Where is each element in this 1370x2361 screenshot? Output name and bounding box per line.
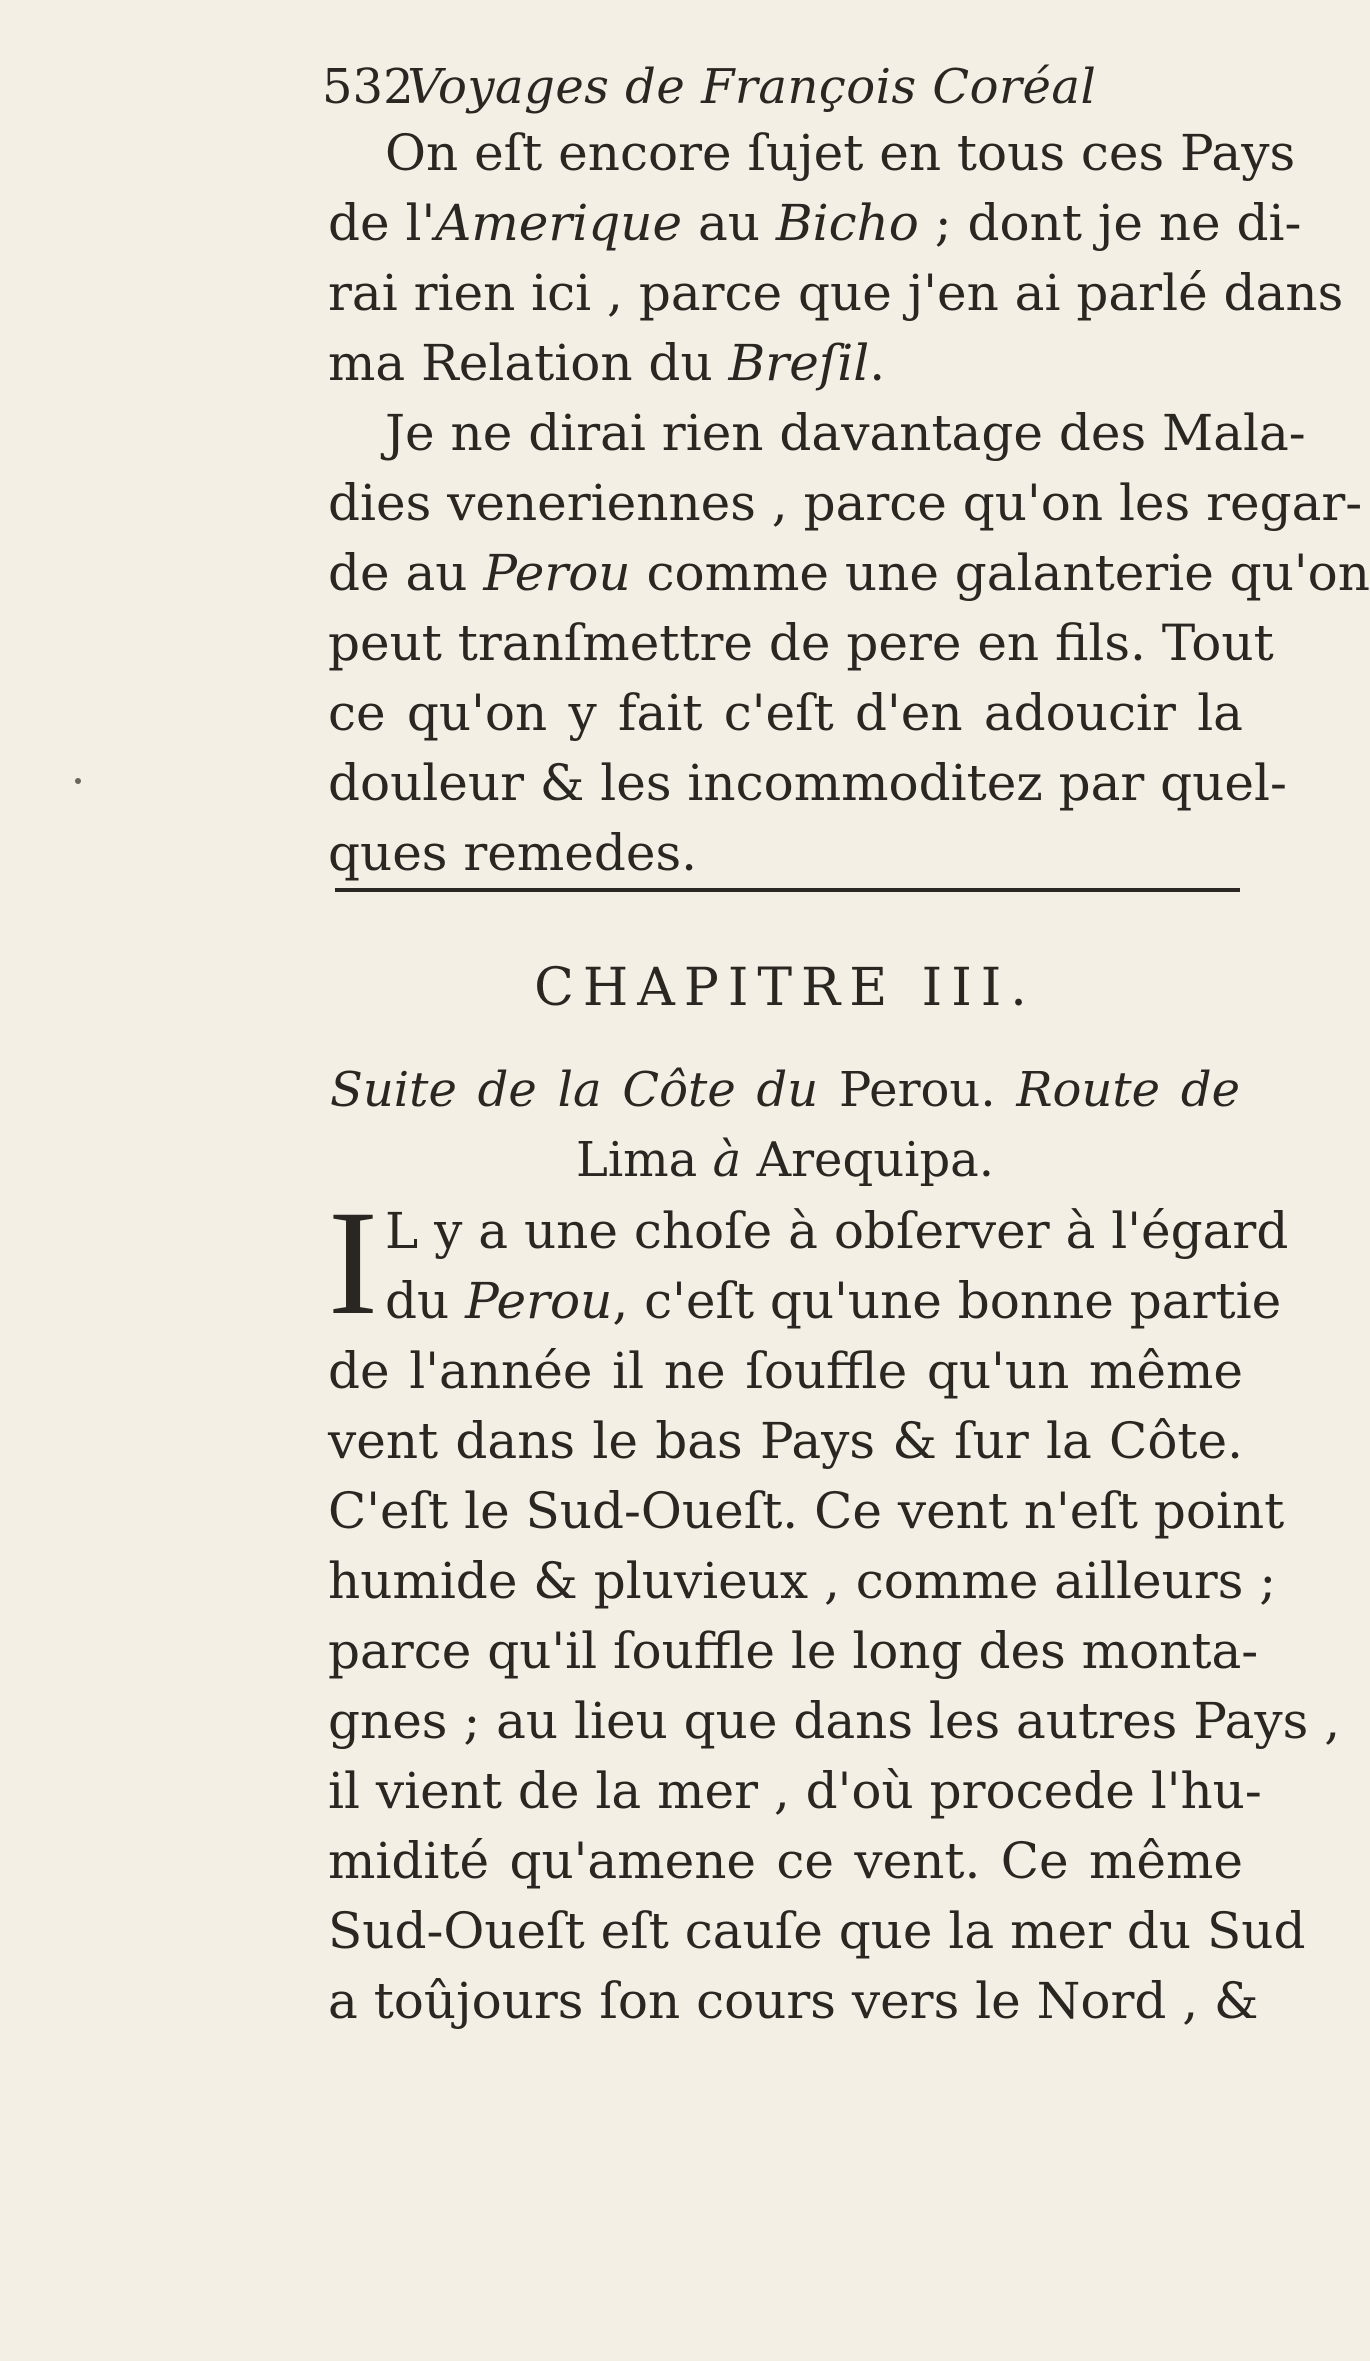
running-header — [322, 52, 1222, 122]
text-segment: Route de — [995, 1062, 1240, 1118]
text-line — [385, 1266, 1282, 1336]
text-segment: il vient de la mer , d'où procede l'hu- — [328, 1762, 1262, 1820]
section-rule — [335, 888, 1240, 892]
text-segment: . — [869, 334, 886, 392]
text-segment: douleur & les incommoditez par quel- — [328, 754, 1287, 812]
text-segment: , c'eſt qu'une bonne partie — [612, 1272, 1282, 1330]
text-line — [328, 468, 1363, 538]
text-segment: ; dont je ne di- — [918, 194, 1302, 252]
text-line — [328, 258, 1344, 328]
text-segment: C'eſt le Sud-Oueſt. Ce vent n'eſt point — [328, 1482, 1285, 1540]
text-segment: humide & pluvieux , comme ailleurs ; — [328, 1552, 1277, 1610]
text-segment: ma Relation du — [328, 334, 729, 392]
text-line — [328, 1406, 1243, 1476]
place-name: Lima — [575, 1132, 713, 1188]
text-segment: à — [712, 1132, 742, 1188]
text-line — [328, 1616, 1259, 1686]
text-line — [328, 538, 1370, 608]
text-line — [328, 678, 1243, 748]
text-line — [328, 1826, 1243, 1896]
text-line — [328, 1546, 1277, 1616]
drop-cap: I — [328, 1180, 378, 1346]
text-line — [328, 188, 1302, 258]
text-line — [385, 1196, 1289, 1266]
text-segment: midité qu'amene ce vent. Ce même — [328, 1832, 1243, 1890]
place-name: Amerique — [435, 194, 683, 252]
page-number: 532 — [322, 59, 414, 115]
text-segment: ques remedes. — [328, 824, 697, 882]
chapter-subtitle-line — [330, 1055, 1240, 1125]
text-segment: vent dans le bas Pays & ſur la Côte. — [328, 1412, 1243, 1470]
text-segment: L y a une choſe à obſerver à l'égard — [385, 1202, 1289, 1260]
text-segment: Suite de la Côte du — [330, 1062, 840, 1118]
text-line — [328, 1476, 1285, 1546]
text-segment: Je ne dirai rien davantage des Mala- — [385, 404, 1306, 462]
place-name: Perou. — [839, 1062, 996, 1118]
text-segment: gnes ; au lieu que dans les autres Pays , — [328, 1692, 1341, 1750]
text-segment: de au — [328, 544, 484, 602]
place-name: Perou — [465, 1272, 613, 1330]
text-segment: du — [385, 1272, 466, 1330]
text-segment: au — [682, 194, 776, 252]
chapter-heading: CHAPITRE III. — [534, 958, 1036, 1018]
text-line — [328, 1756, 1262, 1826]
text-line — [328, 818, 1243, 888]
ink-speck — [75, 778, 81, 784]
text-line — [328, 1336, 1243, 1406]
text-line — [328, 748, 1287, 818]
chapter-subtitle-line — [330, 1125, 1240, 1195]
text-segment: parce qu'il ſouffle le long des monta- — [328, 1622, 1259, 1680]
place-name: Perou — [483, 544, 631, 602]
text-line — [328, 608, 1274, 678]
text-line — [328, 328, 1243, 398]
running-title: Voyages de François Coréal — [407, 59, 1097, 115]
text-line — [328, 1896, 1306, 1966]
text-line — [385, 398, 1306, 468]
place-name: Breſil — [728, 334, 870, 392]
text-line — [328, 1686, 1341, 1756]
text-segment: dies veneriennes , parce qu'on les regar- — [328, 474, 1363, 532]
text-segment: peut tranſmettre de pere en fils. Tout — [328, 614, 1274, 672]
text-segment: comme une galanterie qu'on — [630, 544, 1370, 602]
text-segment: Sud-Oueſt eſt cauſe que la mer du Sud — [328, 1902, 1306, 1960]
text-segment: ce qu'on y fait c'eſt d'en adoucir la — [328, 684, 1243, 742]
place-name: Arequipa. — [741, 1132, 995, 1188]
text-segment: a toûjours ſon cours vers le Nord , & — [328, 1972, 1259, 2030]
text-segment: On eſt encore ſujet en tous ces Pays — [385, 124, 1296, 182]
text-segment: rai rien ici , parce que j'en ai parlé dans — [328, 264, 1344, 322]
text-segment: de l'année il ne ſouffle qu'un même — [328, 1342, 1243, 1400]
text-line — [385, 118, 1296, 188]
text-segment: de l' — [328, 194, 436, 252]
place-name: Bicho — [775, 194, 919, 252]
text-line — [328, 1966, 1259, 2036]
